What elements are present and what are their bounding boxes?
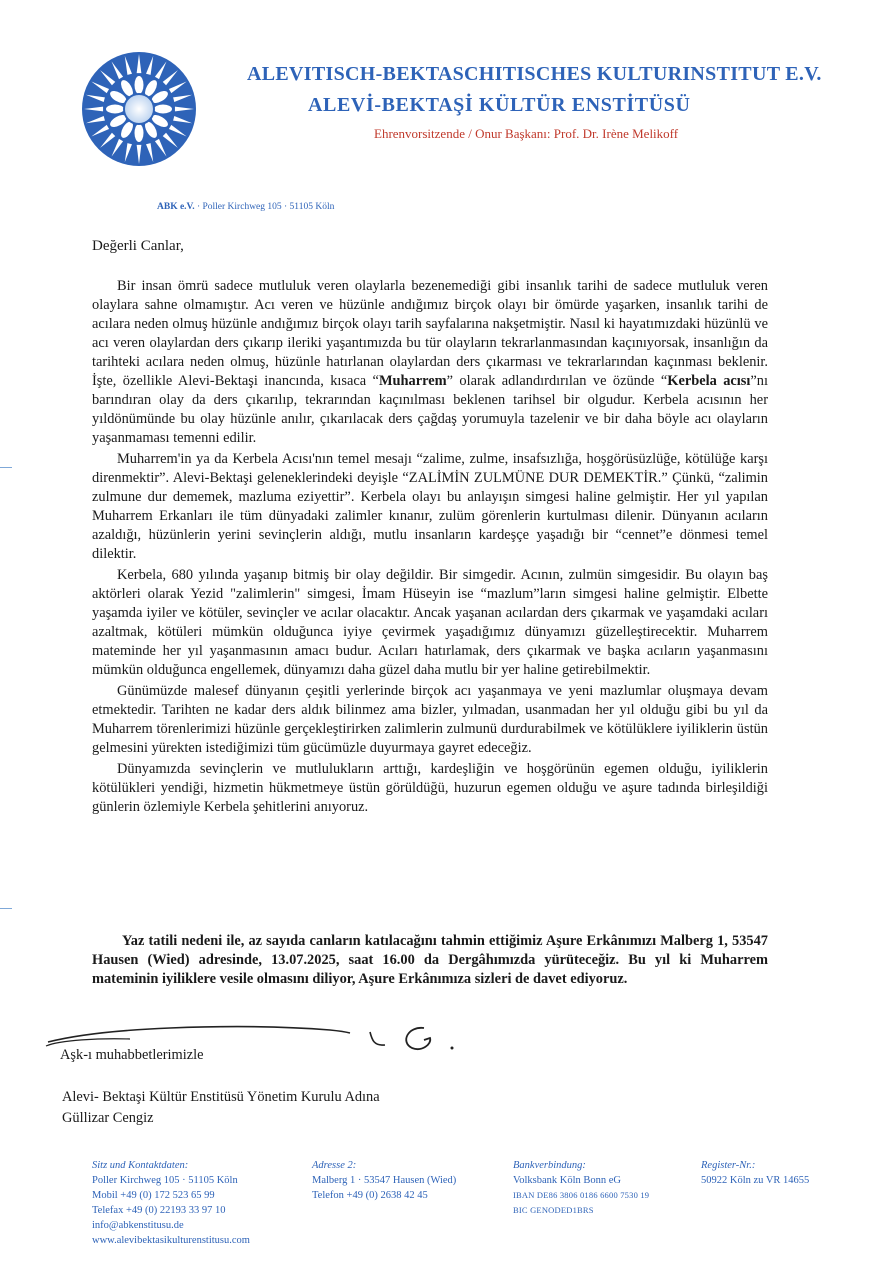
org-name-turkish: ALEVİ-BEKTAŞİ KÜLTÜR ENSTİTÜSÜ: [308, 94, 691, 116]
footer-line: Volksbank Köln Bonn eG: [513, 1175, 622, 1186]
paragraph-2: Muharrem'in ya da Kerbela Acısı'nın temel mesajı “zalime, zulme, insafsızlığa, hoşgörüsüzlüğe, kötülüğe karşı direnmektir”. Alevi-Bektaşi geleneklerindeki deyişle “ZALİMİN ZULMÜNE DUR DEMEKTİR.” Çünkü, “zalimin zulmune dur dememek, mazluma eziyettir”. Kerbela olayı bu anlayışın simgesi haline gelmiştir. Her yıl yapılan Muharrem Erkanları ile tüm dünyadaki zalimler kınanır, zulüm görenlerin kurtulması dilenir. Dünyanın acıların azaldığı, hüzünlerin yerini sevinçlerin aldığı, mutlu insanların kardeşçe yaşadığı bir “cennet”e dönmesi temel dilektir.: [92, 451, 768, 562]
footer-bank: [513, 1158, 649, 1218]
invitation-paragraph: Yaz tatili nedeni ile, az sayıda canların katılacağını tahmin ettiğimiz Aşure Erkânımızı Malberg 1, 53547 Hausen (Wied) adresinde, 13.07.2025, saat 16.00 da Dergâhımızda yürüteceğiz. Bu yıl ki Muharrem mateminin iyiliklere vesile olmasını diliyor, Aşure Erkânımıza sizleri de davet ediyoruz.: [92, 933, 768, 987]
paragraph-3: Kerbela, 680 yılında yaşanıp bitmiş bir olay değildir. Bir simgedir. Acının, zulmün simgesidir. Bu olayın baş aktörleri olarak Yezid "zalimlerin" simgesi, İmam Hüseyin ise “mazlum”ların simgesi haline gelmiştir. Elbette yaşamda iyiler ve kötüler, sevinçler ve acılar olacaktır. Ancak yaşanan acılardan ders çıkarmak ve yaşamdaki acıları azaltmak, kötüleri mümkün olduğunca iyiye çevirmek yaşadığımız dünyamızı güzelleştirecektir. Muharrem mateminde her yıl yaşanmasının amacı budur. Acıları hatırlamak, ders çıkarmak ve başka acıların yaşanmasını mümkün olduğunca engellemek, dünyamızı daha güzel daha mutlu bir yer haline getirebilmektir.: [92, 567, 768, 678]
footer-line: Telefon +49 (0) 2638 42 45: [312, 1190, 428, 1201]
margin-mark: [0, 467, 12, 468]
paragraph-4: Günümüzde malesef dünyanın çeşitli yerlerinde birçok acı yaşanmaya ve yeni mazlumlar oluşmaya devam etmektedir. Tarihten ne kadar ders aldık bilinmez ama bizler, yılmadan, usanmadan her yıl olduğu gibi bu yıl da Muharrem törenlerimizi hüzünle gerçekleştirirken zalimlerin zulmunü durdurabilmek ve kötülüklere iyiliklerin üstün gelmesini yürekten istediğimizi tüm gücümüzle duyurmaya gayret edeceğiz.: [92, 683, 768, 756]
sender-address: [157, 202, 334, 212]
footer-email: info@abkenstitusu.de: [92, 1220, 184, 1231]
paragraph-1: Bir insan ömrü sadece mutluluk veren olaylarla bezenemediği gibi insanlık tarihi de sadece mutluluk veren olaylara sahne olmamıştır. Acı veren ve hüzünle andığımız birçok olayı bir ömürde yaşarken, insanlık tarihi de acılara neden olmuş hüzünle andığımız birçok olayı tarih sayfalarına nakşetmiştir. Nasıl ki hayatımızdaki hüzünlü ve acı veren olaylardan ders çıkarıp ileriki yaşantımızda bu tür olayların tekrarlanmasından kaçınıyorsak, insanlığın da tarihteki acılara neden olmuş, hüzünle hatırlanan olaylardan ders çıkarması ve tekrarlarından kaçınması beklenir. İşte, özellikle Alevi-Bektaşi inancında, kısaca “Muharrem” olarak adlandırdırılan ve özünde “Kerbela acısı”nı barındıran olay da ders çıkarılıp, tekrarından kaçınılması beklenen tarihsel bir olgudur. Kerbela acısının her yıldönümünde bu olay hüzünle anılır, çıkarılacak ders çağdaş yorumuyla tazelenir ve bir daha böyle acı olayların yaşanmaması temenni edilir.: [92, 278, 768, 446]
footer-website: www.alevibektasikulturenstitusu.com: [92, 1235, 250, 1246]
footer-line: Telefax +49 (0) 22193 33 97 10: [92, 1205, 226, 1216]
letter-body: [92, 277, 768, 817]
paragraph-5: Dünyamızda sevinçlerin ve mutlulukların arttığı, kardeşliğin ve hoşgörünün egemen olduğu, iyiliklerin kötülükleri yendiği, hizmetin hükmetmeye üstün görüldüğü, huzurun egemen olduğu ve aşure tadında birleşildiği günlerin özlemiyle Kerbela şehitlerini anıyoruz.: [92, 761, 768, 815]
footer-heading: Adresse 2:: [312, 1160, 357, 1171]
sender-org: ABK e.V.: [157, 202, 195, 212]
board-line: Alevi- Bektaşi Kültür Enstitüsü Yönetim Kurulu Adına: [62, 1089, 380, 1105]
footer-contact: [92, 1158, 250, 1248]
footer-heading: Bankverbindung:: [513, 1160, 586, 1171]
footer-line: Poller Kirchweg 105 · 51105 Köln: [92, 1175, 238, 1186]
honorary-chair: Ehrenvorsitzende / Onur Başkanı: Prof. Dr. Irène Melikoff: [374, 126, 679, 141]
footer-register: [701, 1158, 809, 1188]
footer-address-2: [312, 1158, 456, 1203]
footer-heading: Register-Nr.:: [701, 1160, 756, 1171]
footer-line: Mobil +49 (0) 172 523 65 99: [92, 1190, 215, 1201]
footer-heading: Sitz und Kontaktdaten:: [92, 1160, 189, 1171]
sunburst-logo-icon: [80, 50, 198, 168]
margin-mark: [0, 908, 12, 909]
sender-street: · Poller Kirchweg 105 · 51105 Köln: [194, 202, 335, 212]
signer-name: Güllizar Cengiz: [62, 1110, 154, 1126]
closing-phrase: Aşk-ı muhabbetlerimizle: [60, 1047, 204, 1063]
footer-line: Malberg 1 · 53547 Hausen (Wied): [312, 1175, 457, 1186]
footer-iban: IBAN DE86 3806 0186 6600 7530 19: [513, 1190, 650, 1200]
org-name-german: ALEVITISCH-BEKTASCHITISCHES KULTURINSTITUT E.V.: [247, 63, 822, 85]
salutation: Değerli Canlar,: [92, 238, 184, 254]
footer-bic: BIC GENODED1BRS: [513, 1205, 594, 1215]
footer-line: 50922 Köln zu VR 14655: [701, 1175, 810, 1186]
